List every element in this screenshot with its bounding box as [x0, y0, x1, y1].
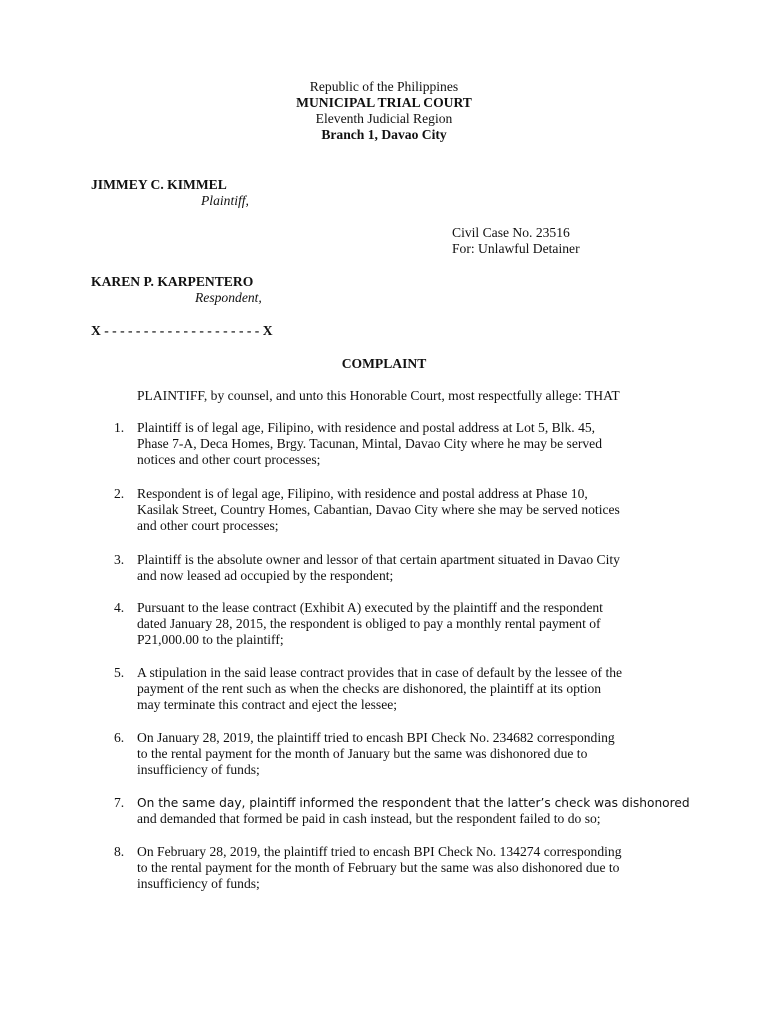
- case-number: Civil Case No. 23516: [452, 225, 570, 240]
- item-text-line: On January 28, 2019, the plaintiff tried to encash BPI Check No. 234682 corresponding: [137, 730, 615, 745]
- item-text-line: P21,000.00 to the plaintiff;: [137, 632, 284, 647]
- item-text-line: insufficiency of funds;: [137, 762, 260, 777]
- item-text-line: and demanded that formed be paid in cash instead, but the respondent failed to do so;: [137, 811, 601, 826]
- item-text-line: Respondent is of legal age, Filipino, with residence and postal address at Phase 10,: [137, 486, 588, 501]
- intro-paragraph: PLAINTIFF, by counsel, and unto this Honorable Court, most respectfully allege: THAT: [137, 388, 620, 403]
- header-court: MUNICIPAL TRIAL COURT: [296, 95, 472, 110]
- item-text-line: Plaintiff is the absolute owner and lessor of that certain apartment situated in Davao City: [137, 552, 620, 567]
- plaintiff-name: JIMMEY C. KIMMEL: [91, 177, 227, 192]
- item-text-line: to the rental payment for the month of February but the same was also dishonored due to: [137, 860, 620, 875]
- item-text-line: insufficiency of funds;: [137, 876, 260, 891]
- item-number: 3.: [114, 552, 125, 567]
- item-text-line: Pursuant to the lease contract (Exhibit A) executed by the plaintiff and the respondent: [137, 600, 603, 615]
- item-text-line: On February 28, 2019, the plaintiff tried to encash BPI Check No. 134274 corresponding: [137, 844, 622, 859]
- caption-separator: X - - - - - - - - - - - - - - - - - - - - X: [91, 323, 273, 338]
- item-text-line: dated January 28, 2015, the respondent is obliged to pay a monthly rental payment of: [137, 616, 601, 631]
- case-subject: For: Unlawful Detainer: [452, 241, 580, 256]
- item-text-line: to the rental payment for the month of January but the same was dishonored due to: [137, 746, 588, 761]
- respondent-name: KAREN P. KARPENTERO: [91, 274, 254, 289]
- item-text-line: and other court processes;: [137, 518, 279, 533]
- header-region: Eleventh Judicial Region: [315, 111, 453, 126]
- item-number: 2.: [114, 486, 125, 501]
- item-number: 8.: [114, 844, 125, 859]
- item-number: 4.: [114, 600, 125, 615]
- item-number: 5.: [114, 665, 125, 680]
- item-number: 6.: [114, 730, 125, 745]
- item-number: 7.: [114, 795, 125, 810]
- item-text-line: Kasilak Street, Country Homes, Cabantian, Davao City where she may be served notices: [137, 502, 620, 517]
- item-text-line: payment of the rent such as when the checks are dishonored, the plaintiff at its option: [137, 681, 602, 696]
- item-text-line: and now leased ad occupied by the respondent;: [137, 568, 394, 583]
- item-text-line: A stipulation in the said lease contract provides that in case of default by the lessee of the: [137, 665, 623, 680]
- item-text-line: Phase 7-A, Deca Homes, Brgy. Tacunan, Mintal, Davao City where he may be served: [137, 436, 603, 451]
- plaintiff-role: Plaintiff,: [201, 193, 249, 208]
- item-text-line: Plaintiff is of legal age, Filipino, with residence and postal address at Lot 5, Blk. 45,: [137, 420, 596, 435]
- item-text-line: notices and other court processes;: [137, 452, 321, 467]
- item-text-line: On the same day, plaintiff informed the respondent that the latter’s check was dishonored: [137, 796, 690, 810]
- respondent-role: Respondent,: [195, 290, 262, 305]
- item-text-line: may terminate this contract and eject the lessee;: [137, 697, 398, 712]
- item-number: 1.: [114, 420, 125, 435]
- header-branch: Branch 1, Davao City: [321, 127, 447, 142]
- document-title: COMPLAINT: [341, 356, 427, 371]
- header-country: Republic of the Philippines: [309, 79, 459, 94]
